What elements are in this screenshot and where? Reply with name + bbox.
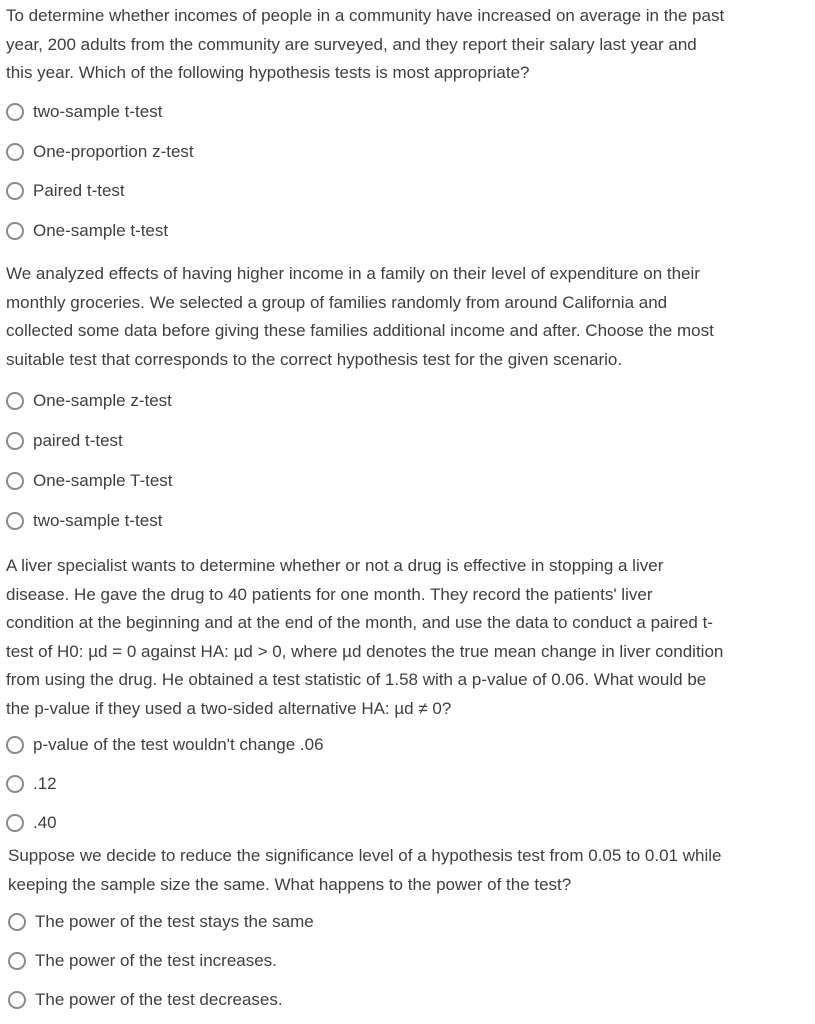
radio-button-icon[interactable] <box>6 143 24 161</box>
radio-button-icon[interactable] <box>6 182 24 200</box>
question-2-option-2[interactable] <box>6 429 123 453</box>
question-1-option-3[interactable] <box>6 179 125 203</box>
question-3-option-2[interactable] <box>6 772 57 796</box>
question-1-line-1: To determine whether incomes of people in a community have increased on average in the past <box>6 6 725 25</box>
option-label: two-sample t-test <box>33 102 163 121</box>
question-3-line-1: A liver specialist wants to determine whether or not a drug is effective in stopping a liver <box>6 556 664 575</box>
option-label: paired t-test <box>33 431 123 450</box>
question-4-line-1: Suppose we decide to reduce the significance level of a hypothesis test from 0.05 to 0.01 while <box>8 846 722 865</box>
question-4-option-1[interactable] <box>8 910 314 934</box>
question-2 <box>0 260 815 374</box>
radio-button-icon[interactable] <box>6 775 24 793</box>
question-1-line-2: year, 200 adults from the community are surveyed, and they report their salary last year and <box>6 34 697 54</box>
option-label: One-sample t-test <box>33 221 169 240</box>
question-4-option-3[interactable] <box>8 988 283 1012</box>
radio-button-icon[interactable] <box>6 472 24 490</box>
option-label: p-value of the test wouldn't change .06 <box>33 735 324 754</box>
question-3-line-5: from using the drug. He obtained a test statistic of 1.58 with a p-value of 0.06. What would be <box>6 670 707 690</box>
question-2-option-1[interactable] <box>6 389 172 413</box>
option-label: The power of the test decreases. <box>35 990 283 1009</box>
question-3-line-6: the p-value if they used a two-sided alternative HA: µd ≠ 0? <box>6 698 452 718</box>
radio-button-icon[interactable] <box>8 991 26 1009</box>
radio-button-icon[interactable] <box>6 512 24 530</box>
option-label: One-sample z-test <box>33 391 172 410</box>
option-label: The power of the test stays the same <box>35 912 314 931</box>
question-4 <box>0 842 815 899</box>
radio-button-icon[interactable] <box>6 432 24 450</box>
option-label: One-sample T-test <box>33 471 173 490</box>
question-3-option-3[interactable] <box>6 811 57 835</box>
question-2-line-2: monthly groceries. We selected a group of families randomly from around California and <box>6 292 668 312</box>
question-1-line-3: this year. Which of the following hypothesis tests is most appropriate? <box>6 63 530 83</box>
question-2-line-3: collected some data before giving these families additional income and after. Choose the most <box>6 321 714 341</box>
question-4-text <box>0 842 815 899</box>
question-1-text <box>0 0 815 88</box>
question-2-option-4[interactable] <box>6 509 162 533</box>
option-label: .12 <box>33 774 57 793</box>
option-label: One-proportion z-test <box>33 142 194 161</box>
question-2-text <box>0 260 815 374</box>
option-label: The power of the test increases. <box>35 951 277 970</box>
question-3-line-3: condition at the beginning and at the end of the month, and use the data to conduct a paired t- <box>6 613 713 633</box>
radio-button-icon[interactable] <box>6 222 24 240</box>
radio-button-icon[interactable] <box>8 913 26 931</box>
question-1-option-1[interactable] <box>6 100 162 124</box>
radio-button-icon[interactable] <box>6 392 24 410</box>
question-2-line-1: We analyzed effects of having higher income in a family on their level of expenditure on their <box>6 264 700 283</box>
radio-button-icon[interactable] <box>6 814 24 832</box>
option-label: Paired t-test <box>33 181 125 200</box>
question-4-option-2[interactable] <box>8 949 277 973</box>
question-3-line-4: test of H0: µd = 0 against HA: µd > 0, where µd denotes the true mean change in liver condition <box>6 641 724 661</box>
question-2-line-4: suitable test that corresponds to the correct hypothesis test for the given scenario. <box>6 349 623 369</box>
question-1-option-2[interactable] <box>6 140 194 164</box>
radio-button-icon[interactable] <box>8 952 26 970</box>
question-3-text <box>0 552 815 724</box>
question-4-line-2: keeping the sample size the same. What happens to the power of the test? <box>8 874 572 894</box>
radio-button-icon[interactable] <box>6 103 24 121</box>
option-label: .40 <box>33 813 57 832</box>
option-label: two-sample t-test <box>33 511 163 530</box>
question-1-option-4[interactable] <box>6 219 168 243</box>
radio-button-icon[interactable] <box>6 736 24 754</box>
question-3-option-1[interactable] <box>6 733 324 757</box>
question-3-line-2: disease. He gave the drug to 40 patients for one month. They record the patients' liver <box>6 584 653 604</box>
question-2-option-3[interactable] <box>6 469 173 493</box>
question-3 <box>0 552 815 724</box>
question-1 <box>0 0 815 88</box>
